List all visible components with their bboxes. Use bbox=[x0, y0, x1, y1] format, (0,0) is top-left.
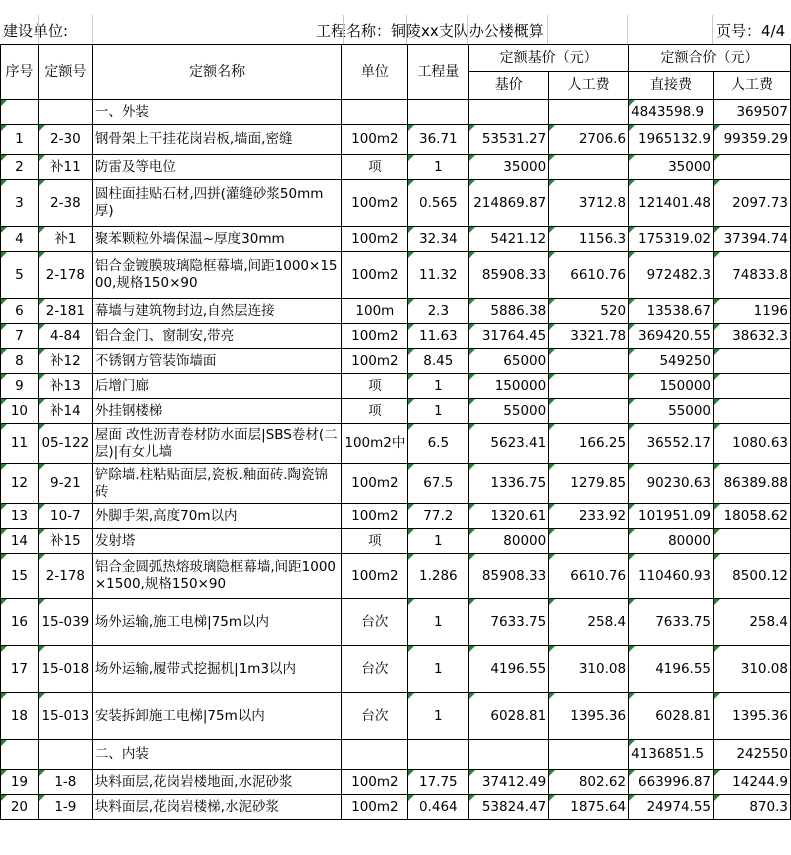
row-direct: 6028.81 bbox=[629, 693, 714, 740]
row-labor-total: 38632.3 bbox=[714, 324, 791, 349]
row-seq: 12 bbox=[1, 464, 39, 504]
row-unit: 100m2 bbox=[342, 795, 408, 820]
row-labor: 3321.78 bbox=[549, 324, 629, 349]
table-row bbox=[1, 646, 791, 693]
row-seq: 10 bbox=[1, 399, 39, 424]
row-unit: 100m2 bbox=[342, 125, 408, 155]
row-unit: 100m2 bbox=[342, 252, 408, 299]
row-base-price: 150000 bbox=[469, 374, 549, 399]
row-qty: 1.286 bbox=[408, 554, 469, 599]
row-name: 后增门廊 bbox=[92, 374, 342, 399]
row-code: 补13 bbox=[38, 374, 92, 399]
row-base-price: 7633.75 bbox=[469, 599, 549, 646]
row-labor-total: 8500.12 bbox=[714, 554, 791, 599]
row-unit: 项 bbox=[342, 529, 408, 554]
row-direct: 663996.87 bbox=[629, 770, 714, 795]
row-direct: 1965132.9 bbox=[629, 125, 714, 155]
row-unit: 台次 bbox=[342, 646, 408, 693]
table-row bbox=[1, 299, 791, 324]
row-labor: 6610.76 bbox=[549, 252, 629, 299]
row-base-price: 55000 bbox=[469, 399, 549, 424]
row-direct: 175319.02 bbox=[629, 227, 714, 252]
row-qty: 36.71 bbox=[408, 125, 469, 155]
row-code: 15-018 bbox=[38, 646, 92, 693]
row-labor-total: 1080.63 bbox=[714, 424, 791, 464]
row-labor-total: 1196 bbox=[714, 299, 791, 324]
row-base-price: 6028.81 bbox=[469, 693, 549, 740]
row-unit: 100m2 bbox=[342, 324, 408, 349]
section-row bbox=[1, 740, 791, 770]
row-unit: 项 bbox=[342, 399, 408, 424]
row-direct: 4196.55 bbox=[629, 646, 714, 693]
table-row bbox=[1, 155, 791, 180]
builder-label: 建设单位: bbox=[3, 22, 69, 40]
row-labor-total bbox=[714, 349, 791, 374]
row-name: 钢骨架上干挂花岗岩板,墙面,密缝 bbox=[92, 125, 342, 155]
project-name: 工程名称：铜陵xx支队办公楼概算 bbox=[316, 22, 544, 40]
table-row bbox=[1, 599, 791, 646]
estimate-table bbox=[0, 44, 791, 820]
row-name: 铲除墙.柱粘贴面层,瓷板.釉面砖.陶瓷锦砖 bbox=[92, 464, 342, 504]
row-labor bbox=[549, 399, 629, 424]
row-name: 安装拆卸施工电梯|75m以内 bbox=[92, 693, 342, 740]
row-labor: 2706.6 bbox=[549, 125, 629, 155]
row-name: 幕墙与建筑物封边,自然层连接 bbox=[92, 299, 342, 324]
row-unit: 项 bbox=[342, 155, 408, 180]
row-labor bbox=[549, 155, 629, 180]
row-direct: 36552.17 bbox=[629, 424, 714, 464]
row-qty: 1 bbox=[408, 693, 469, 740]
row-qty: 11.63 bbox=[408, 324, 469, 349]
row-labor bbox=[549, 374, 629, 399]
row-name: 聚苯颗粒外墙保温~厚度30mm bbox=[92, 227, 342, 252]
row-unit: 100m2中 bbox=[342, 424, 408, 464]
row-code: 2-181 bbox=[38, 299, 92, 324]
row-unit: 100m2 bbox=[342, 770, 408, 795]
row-seq bbox=[1, 740, 39, 770]
row-qty: 17.75 bbox=[408, 770, 469, 795]
table-row bbox=[1, 252, 791, 299]
row-name: 外挂钢楼梯 bbox=[92, 399, 342, 424]
row-qty: 1 bbox=[408, 529, 469, 554]
row-seq: 8 bbox=[1, 349, 39, 374]
table-row bbox=[1, 554, 791, 599]
row-labor: 1279.85 bbox=[549, 464, 629, 504]
row-labor-total bbox=[714, 529, 791, 554]
header-base-price: 基价 bbox=[469, 72, 549, 100]
row-qty: 2.3 bbox=[408, 299, 469, 324]
row-code: 1-8 bbox=[38, 770, 92, 795]
row-labor-total: 74833.8 bbox=[714, 252, 791, 299]
row-code: 10-7 bbox=[38, 504, 92, 529]
row-name: 场外运输,履带式挖掘机|1m3以内 bbox=[92, 646, 342, 693]
sheet-title-bar bbox=[0, 0, 791, 45]
row-labor: 1395.36 bbox=[549, 693, 629, 740]
row-name: 一、外装 bbox=[92, 100, 342, 125]
row-qty bbox=[408, 740, 469, 770]
row-labor-total bbox=[714, 155, 791, 180]
header-total-price: 定额合价（元） bbox=[629, 45, 791, 72]
row-name: 外脚手架,高度70m以内 bbox=[92, 504, 342, 529]
row-name: 屋面 改性沥青卷材防水面层|SBS卷材(二层)|有女儿墙 bbox=[92, 424, 342, 464]
row-labor: 802.62 bbox=[549, 770, 629, 795]
row-code: 2-30 bbox=[38, 125, 92, 155]
row-qty: 77.2 bbox=[408, 504, 469, 529]
row-unit: 100m2 bbox=[342, 504, 408, 529]
row-labor: 1875.64 bbox=[549, 795, 629, 820]
row-seq: 13 bbox=[1, 504, 39, 529]
row-seq: 3 bbox=[1, 180, 39, 227]
row-name: 不锈钢方管装饰墙面 bbox=[92, 349, 342, 374]
row-labor-total: 18058.62 bbox=[714, 504, 791, 529]
row-base-price bbox=[469, 740, 549, 770]
table-row bbox=[1, 324, 791, 349]
row-direct: 90230.63 bbox=[629, 464, 714, 504]
table-row bbox=[1, 374, 791, 399]
header-labor: 人工费 bbox=[549, 72, 629, 100]
row-labor: 3712.8 bbox=[549, 180, 629, 227]
table-row bbox=[1, 693, 791, 740]
row-qty: 1 bbox=[408, 374, 469, 399]
row-base-price: 5886.38 bbox=[469, 299, 549, 324]
row-direct: 101951.09 bbox=[629, 504, 714, 529]
row-qty: 0.565 bbox=[408, 180, 469, 227]
row-seq: 1 bbox=[1, 125, 39, 155]
row-base-price: 31764.45 bbox=[469, 324, 549, 349]
row-code: 补15 bbox=[38, 529, 92, 554]
table-row bbox=[1, 504, 791, 529]
row-code: 补12 bbox=[38, 349, 92, 374]
row-seq: 5 bbox=[1, 252, 39, 299]
table-row bbox=[1, 770, 791, 795]
row-labor: 258.4 bbox=[549, 599, 629, 646]
row-base-price: 85908.33 bbox=[469, 252, 549, 299]
row-base-price bbox=[469, 100, 549, 125]
row-labor-total: 86389.88 bbox=[714, 464, 791, 504]
row-base-price: 5623.41 bbox=[469, 424, 549, 464]
row-name: 场外运输,施工电梯|75m以内 bbox=[92, 599, 342, 646]
row-unit bbox=[342, 100, 408, 125]
row-qty: 1 bbox=[408, 599, 469, 646]
row-direct: 80000 bbox=[629, 529, 714, 554]
row-seq: 6 bbox=[1, 299, 39, 324]
table-row bbox=[1, 399, 791, 424]
row-direct: 24974.55 bbox=[629, 795, 714, 820]
row-direct: 55000 bbox=[629, 399, 714, 424]
row-direct: 121401.48 bbox=[629, 180, 714, 227]
header-labor-total: 人工费 bbox=[714, 72, 791, 100]
row-labor-total bbox=[714, 374, 791, 399]
row-labor-total: 37394.74 bbox=[714, 227, 791, 252]
row-direct: 110460.93 bbox=[629, 554, 714, 599]
row-base-price: 53824.47 bbox=[469, 795, 549, 820]
row-labor: 6610.76 bbox=[549, 554, 629, 599]
row-name: 铝合金门、窗制安,带亮 bbox=[92, 324, 342, 349]
row-base-price: 80000 bbox=[469, 529, 549, 554]
row-labor-total: 14244.9 bbox=[714, 770, 791, 795]
table-row bbox=[1, 464, 791, 504]
row-unit: 100m2 bbox=[342, 554, 408, 599]
row-code: 2-178 bbox=[38, 252, 92, 299]
table-row bbox=[1, 529, 791, 554]
row-code: 05-122 bbox=[38, 424, 92, 464]
row-base-price: 65000 bbox=[469, 349, 549, 374]
row-name: 块料面层,花岗岩楼梯,水泥砂浆 bbox=[92, 795, 342, 820]
row-name: 铝合金圆弧热熔玻璃隐框幕墙,间距1000×1500,规格150×90 bbox=[92, 554, 342, 599]
row-code: 4-84 bbox=[38, 324, 92, 349]
row-labor bbox=[549, 100, 629, 125]
row-seq: 4 bbox=[1, 227, 39, 252]
row-qty: 67.5 bbox=[408, 464, 469, 504]
row-base-price: 85908.33 bbox=[469, 554, 549, 599]
row-code: 补11 bbox=[38, 155, 92, 180]
row-direct: 7633.75 bbox=[629, 599, 714, 646]
row-name: 圆柱面挂贴石材,四拼(灌缝砂浆50mm厚) bbox=[92, 180, 342, 227]
row-code: 15-039 bbox=[38, 599, 92, 646]
row-direct: 972482.3 bbox=[629, 252, 714, 299]
row-code: 9-21 bbox=[38, 464, 92, 504]
row-unit: 项 bbox=[342, 374, 408, 399]
row-unit bbox=[342, 740, 408, 770]
row-labor-total: 870.3 bbox=[714, 795, 791, 820]
row-name: 防雷及等电位 bbox=[92, 155, 342, 180]
table-row bbox=[1, 424, 791, 464]
row-qty: 1 bbox=[408, 399, 469, 424]
row-labor: 233.92 bbox=[549, 504, 629, 529]
row-code bbox=[38, 740, 92, 770]
row-unit: 100m2 bbox=[342, 180, 408, 227]
table-row bbox=[1, 125, 791, 155]
row-seq: 2 bbox=[1, 155, 39, 180]
row-labor: 1156.3 bbox=[549, 227, 629, 252]
row-labor-total bbox=[714, 399, 791, 424]
row-seq: 20 bbox=[1, 795, 39, 820]
row-direct: 150000 bbox=[629, 374, 714, 399]
row-seq: 14 bbox=[1, 529, 39, 554]
row-base-price: 5421.12 bbox=[469, 227, 549, 252]
header-unit: 单位 bbox=[342, 45, 408, 100]
row-base-price: 37412.49 bbox=[469, 770, 549, 795]
page-number: 页号：4/4 bbox=[716, 22, 786, 40]
row-base-price: 1336.75 bbox=[469, 464, 549, 504]
row-seq: 9 bbox=[1, 374, 39, 399]
row-qty: 1 bbox=[408, 155, 469, 180]
header-unit-price: 定额基价（元） bbox=[469, 45, 629, 72]
row-labor: 166.25 bbox=[549, 424, 629, 464]
row-code: 补1 bbox=[38, 227, 92, 252]
section-row bbox=[1, 100, 791, 125]
row-name: 铝合金镀膜玻璃隐框幕墙,间距1000×1500,规格150×90 bbox=[92, 252, 342, 299]
row-base-price: 1320.61 bbox=[469, 504, 549, 529]
row-base-price: 35000 bbox=[469, 155, 549, 180]
row-direct: 4136851.5 bbox=[629, 740, 714, 770]
row-unit: 100m bbox=[342, 299, 408, 324]
row-code: 补14 bbox=[38, 399, 92, 424]
table-row bbox=[1, 180, 791, 227]
row-seq bbox=[1, 100, 39, 125]
row-seq: 11 bbox=[1, 424, 39, 464]
table-row bbox=[1, 349, 791, 374]
row-name: 块料面层,花岗岩楼地面,水泥砂浆 bbox=[92, 770, 342, 795]
row-seq: 15 bbox=[1, 554, 39, 599]
row-unit: 台次 bbox=[342, 599, 408, 646]
row-labor-total: 258.4 bbox=[714, 599, 791, 646]
row-labor: 520 bbox=[549, 299, 629, 324]
row-unit: 100m2 bbox=[342, 349, 408, 374]
header-seq: 序号 bbox=[1, 45, 39, 100]
row-labor-total: 369507 bbox=[714, 100, 791, 125]
row-name: 发射塔 bbox=[92, 529, 342, 554]
row-qty: 0.464 bbox=[408, 795, 469, 820]
row-direct: 4843598.9 bbox=[629, 100, 714, 125]
row-unit: 100m2 bbox=[342, 227, 408, 252]
header-name: 定额名称 bbox=[92, 45, 342, 100]
row-seq: 7 bbox=[1, 324, 39, 349]
row-labor-total: 1395.36 bbox=[714, 693, 791, 740]
row-labor bbox=[549, 349, 629, 374]
row-seq: 17 bbox=[1, 646, 39, 693]
row-base-price: 214869.87 bbox=[469, 180, 549, 227]
row-labor: 310.08 bbox=[549, 646, 629, 693]
row-code bbox=[38, 100, 92, 125]
row-qty: 11.32 bbox=[408, 252, 469, 299]
row-seq: 16 bbox=[1, 599, 39, 646]
row-code: 15-013 bbox=[38, 693, 92, 740]
row-qty bbox=[408, 100, 469, 125]
header-direct: 直接费 bbox=[629, 72, 714, 100]
row-code: 2-178 bbox=[38, 554, 92, 599]
row-qty: 32.34 bbox=[408, 227, 469, 252]
row-base-price: 53531.27 bbox=[469, 125, 549, 155]
row-labor-total: 242550 bbox=[714, 740, 791, 770]
row-labor-total: 310.08 bbox=[714, 646, 791, 693]
row-labor-total: 99359.29 bbox=[714, 125, 791, 155]
row-qty: 6.5 bbox=[408, 424, 469, 464]
row-code: 1-9 bbox=[38, 795, 92, 820]
table-row bbox=[1, 795, 791, 820]
header-qty: 工程量 bbox=[408, 45, 469, 100]
row-direct: 13538.67 bbox=[629, 299, 714, 324]
row-seq: 19 bbox=[1, 770, 39, 795]
row-labor-total: 2097.73 bbox=[714, 180, 791, 227]
row-code: 2-38 bbox=[38, 180, 92, 227]
row-direct: 35000 bbox=[629, 155, 714, 180]
row-name: 二、内装 bbox=[92, 740, 342, 770]
row-direct: 549250 bbox=[629, 349, 714, 374]
table-row bbox=[1, 227, 791, 252]
row-direct: 369420.55 bbox=[629, 324, 714, 349]
row-labor bbox=[549, 740, 629, 770]
row-unit: 台次 bbox=[342, 693, 408, 740]
row-labor bbox=[549, 529, 629, 554]
row-qty: 1 bbox=[408, 646, 469, 693]
row-qty: 8.45 bbox=[408, 349, 469, 374]
header-code: 定额号 bbox=[38, 45, 92, 100]
row-base-price: 4196.55 bbox=[469, 646, 549, 693]
row-seq: 18 bbox=[1, 693, 39, 740]
row-unit: 100m2 bbox=[342, 464, 408, 504]
